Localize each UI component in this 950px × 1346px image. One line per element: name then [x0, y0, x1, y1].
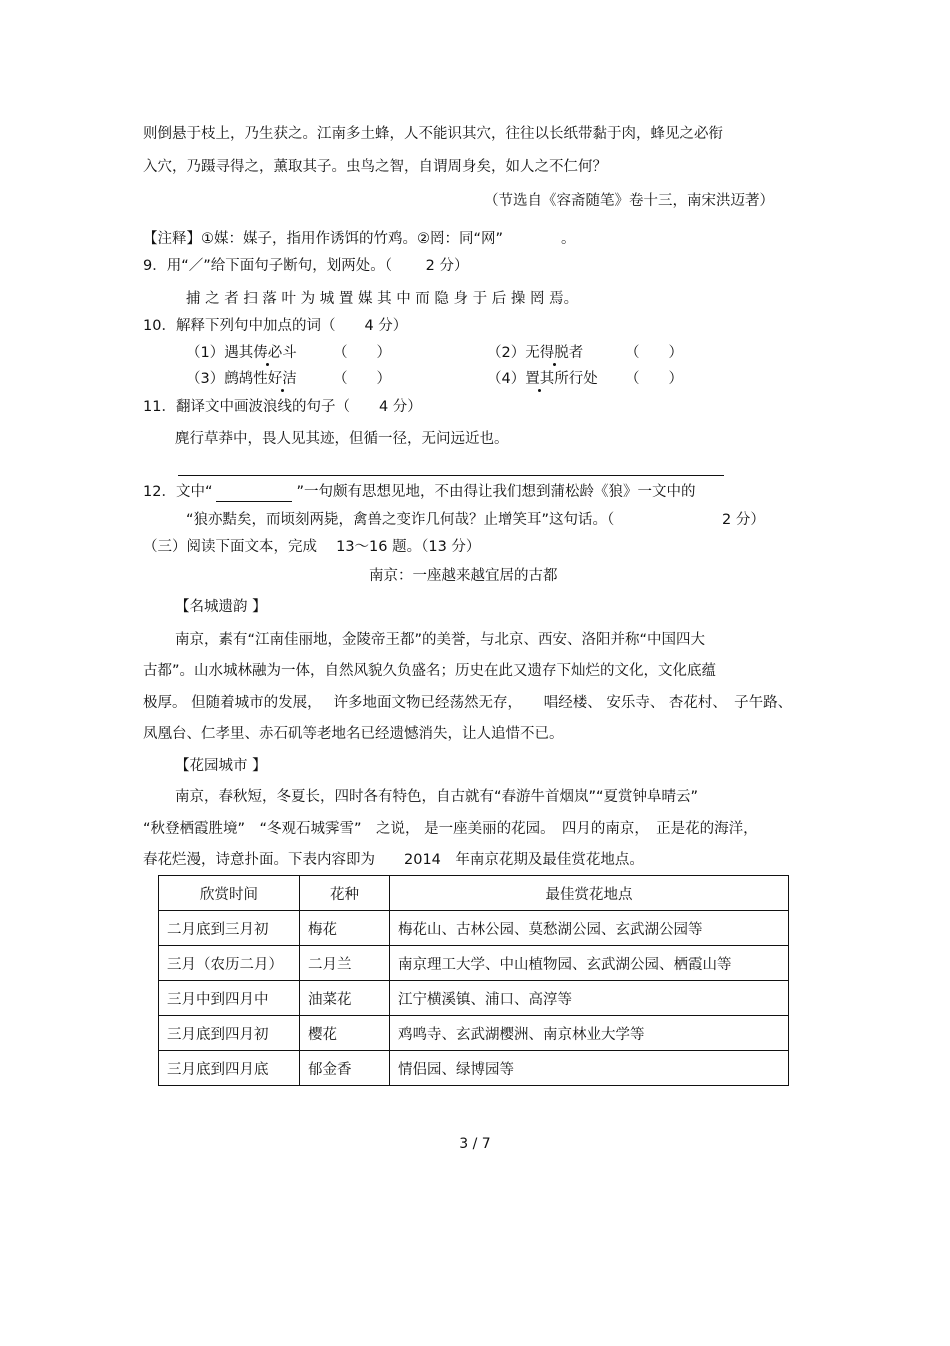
question-12-points: 2 分）	[722, 512, 765, 528]
table-cell: 三月底到四月底	[159, 1051, 300, 1086]
annotation-note: 【注释】①媒：媒子，指用作诱饵的竹鸡。②罔：同“网” 。	[143, 231, 576, 247]
table-row	[159, 1016, 789, 1051]
question-10-item-1: （1）遇其俦 必斗	[186, 345, 297, 361]
question-10-prompt: 10．解释下列句中加点的词（ 4 分）	[143, 318, 408, 334]
table-cell: 南京理工大学、中山植物园、玄武湖公园、栖霞山等	[390, 946, 789, 981]
paragraph-1-line-3: 极厚。 但随着城市的发展， 许多地面文物已经荡然无存， 唱经楼、 安乐寺、 杏花村、 子午路、	[143, 695, 793, 711]
answer-blank[interactable]	[216, 485, 292, 502]
question-10-answer-3[interactable]: （ ）	[333, 371, 391, 387]
paragraph-1-line-4: 凤凰台、仁孝里、赤石矶等老地名已经遗憾消失，让人追惜不已。	[143, 726, 564, 742]
paragraph-2-line-2: “秋登栖霞胜境” “冬观石城霁雪” 之说， 是一座美丽的花园。 四月的南京， 正是花的海洋，	[143, 821, 758, 837]
section-3-instruction: （三）阅读下面文本，完成 13～16 题。（13 分）	[143, 539, 481, 555]
table-cell: 情侣园、绿博园等	[390, 1051, 789, 1086]
passage-source: （节选自《容斋随笔》卷十三，南宋洪迈著）	[484, 193, 774, 209]
question-12-line-2: “狼亦黠矣，而顷刻两毙，禽兽之变诈几何哉？止增笑耳”这句话。（	[186, 512, 615, 528]
question-10-answer-2[interactable]: （ ）	[625, 345, 683, 361]
question-9-sentence: 捕 之 者 扫 落 叶 为 城 置 媒 其 中 而 隐 身 于 后 操 罔 焉。	[186, 291, 579, 307]
flower-season-table	[158, 875, 789, 1086]
column-header: 花种	[300, 876, 390, 911]
table-row	[159, 1051, 789, 1086]
column-header: 欣赏时间	[159, 876, 300, 911]
paragraph-2-line-1: 南京，春秋短，冬夏长，四时各有特色，自古就有“春游牛首烟岚”“夏赏钟阜晴云”	[175, 789, 699, 805]
table-row	[159, 981, 789, 1016]
heading-garden-city: 【花园城市 】	[175, 758, 267, 774]
table-cell: 江宁横溪镇、浦口、高淳等	[390, 981, 789, 1016]
passage-line-2: 入穴，乃蹑寻得之，薰取其子。虫鸟之智，自谓周身矣，如人之不仁何？	[143, 159, 607, 175]
paragraph-1-line-1: 南京，素有“江南佳丽地，金陵帝王都”的美誉，与北京、西安、洛阳并称“中国四大	[175, 632, 706, 648]
question-10-answer-4[interactable]: （ ）	[625, 371, 683, 387]
table-cell: 三月底到四月初	[159, 1016, 300, 1051]
table-cell: 梅花	[300, 911, 390, 946]
heading-famous-city: 【名城遗韵 】	[175, 599, 267, 615]
article-title: 南京：一座越来越宜居的古都	[369, 568, 558, 584]
table-cell: 三月（农历二月）	[159, 946, 300, 981]
question-10-item-2: （2）无得 脱者	[487, 345, 584, 361]
answer-line[interactable]	[178, 475, 724, 476]
table-cell: 三月中到四月中	[159, 981, 300, 1016]
table-cell: 鸡鸣寺、玄武湖樱洲、南京林业大学等	[390, 1016, 789, 1051]
question-10-answer-1[interactable]: （ ）	[333, 345, 391, 361]
column-header: 最佳赏花地点	[390, 876, 789, 911]
table-row	[159, 911, 789, 946]
table-cell: 梅花山、古林公园、莫愁湖公园、玄武湖公园等	[390, 911, 789, 946]
question-11-prompt: 11．翻译文中画波浪线的句子（ 4 分）	[143, 399, 422, 415]
question-10-item-4: （4）置 其所行处	[487, 371, 598, 387]
table-cell: 二月底到三月初	[159, 911, 300, 946]
question-12-prompt: 12．文中“ ”一句颇有思想见地，不由得让我们想到蒲松龄《狼》一文中的	[143, 484, 696, 500]
table-row	[159, 946, 789, 981]
passage-line-1: 则倒悬于枝上，乃生获之。江南多土蜂，人不能识其穴，往往以长纸带黏于肉，蜂见之必衔	[143, 126, 723, 142]
question-11-sentence: 麂行草莽中，畏人见其迹，但循一径，无问远近也。	[175, 431, 509, 447]
page-number: 3 / 7	[459, 1136, 491, 1152]
table-header-row	[159, 876, 789, 911]
table-cell: 郁金香	[300, 1051, 390, 1086]
question-10-item-3: （3）鹧鸪性好 洁	[186, 371, 297, 387]
table-cell: 油菜花	[300, 981, 390, 1016]
question-9-prompt: 9．用“／”给下面句子断句，划两处。（ 2 分）	[143, 258, 469, 274]
table-cell: 二月兰	[300, 946, 390, 981]
paragraph-2-line-3: 春花烂漫，诗意扑面。下表内容即为 2014 年南京花期及最佳赏花地点。	[143, 852, 644, 868]
paragraph-1-line-2: 古都”。山水城林融为一体，自然风貌久负盛名；历史在此又遗存下灿烂的文化，文化底蕴	[143, 663, 717, 679]
table-cell: 樱花	[300, 1016, 390, 1051]
